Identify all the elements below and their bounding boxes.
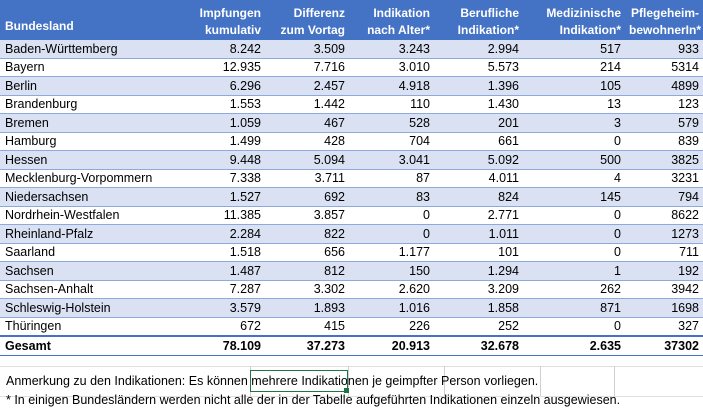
column-header (625, 0, 703, 40)
value-cell: 871 (523, 299, 625, 318)
value-cell: 1.499 (177, 132, 265, 151)
value-cell: 2.457 (265, 77, 349, 96)
total-value-cell: 78.109 (177, 336, 265, 355)
state-name-cell: Mecklenburg-Vorpommern (0, 169, 177, 188)
value-cell: 3.041 (349, 151, 434, 170)
total-value-cell: 2.635 (523, 336, 625, 355)
column-header-line: nach Alter* (367, 23, 430, 37)
value-cell: 2.284 (177, 225, 265, 244)
table-row (0, 58, 703, 77)
state-name-cell: Bayern (0, 58, 177, 77)
value-cell: 704 (349, 132, 434, 151)
value-cell: 824 (434, 188, 523, 207)
value-cell: 415 (265, 317, 349, 336)
value-cell: 812 (265, 262, 349, 281)
value-cell: 5.094 (265, 151, 349, 170)
value-cell: 4.011 (434, 169, 523, 188)
value-cell: 5.092 (434, 151, 523, 170)
total-value-cell: 32.678 (434, 336, 523, 355)
column-header (177, 0, 265, 40)
table-row (0, 132, 703, 151)
value-cell: 672 (177, 317, 265, 336)
value-cell: 3231 (625, 169, 703, 188)
value-cell: 83 (349, 188, 434, 207)
value-cell: 101 (434, 243, 523, 262)
value-cell: 3825 (625, 151, 703, 170)
value-cell: 3.579 (177, 299, 265, 318)
value-cell: 692 (265, 188, 349, 207)
column-header-line: kumulativ (204, 23, 261, 37)
value-cell: 0 (523, 206, 625, 225)
column-header-line: bewohnerIn* (629, 23, 702, 37)
value-cell: 528 (349, 114, 434, 133)
value-cell: 262 (523, 280, 625, 299)
total-value-cell: 20.913 (349, 336, 434, 355)
value-cell: 0 (523, 225, 625, 244)
value-cell: 711 (625, 243, 703, 262)
value-cell: 2.620 (349, 280, 434, 299)
value-cell: 822 (265, 225, 349, 244)
value-cell: 1.396 (434, 77, 523, 96)
value-cell: 0 (523, 132, 625, 151)
state-name-cell: Baden-Württemberg (0, 40, 177, 58)
table-row (0, 299, 703, 318)
table-row (0, 40, 703, 58)
value-cell: 0 (349, 206, 434, 225)
value-cell: 1.430 (434, 95, 523, 114)
state-name-cell: Sachsen-Anhalt (0, 280, 177, 299)
table-row (0, 151, 703, 170)
value-cell: 123 (625, 95, 703, 114)
value-cell: 192 (625, 262, 703, 281)
total-label-cell: Gesamt (0, 336, 177, 355)
value-cell: 150 (349, 262, 434, 281)
value-cell: 13 (523, 95, 625, 114)
state-name-cell: Niedersachsen (0, 188, 177, 207)
state-name-cell: Sachsen (0, 262, 177, 281)
value-cell: 656 (265, 243, 349, 262)
column-header-line: Differenz (293, 6, 345, 20)
value-cell: 1 (523, 262, 625, 281)
value-cell: 214 (523, 58, 625, 77)
table-body (0, 40, 703, 355)
table-row (0, 114, 703, 133)
total-value-cell: 37302 (625, 336, 703, 355)
value-cell: 8.242 (177, 40, 265, 58)
value-cell: 3.711 (265, 169, 349, 188)
value-cell: 8622 (625, 206, 703, 225)
value-cell: 1.059 (177, 114, 265, 133)
value-cell: 145 (523, 188, 625, 207)
state-name-cell: Brandenburg (0, 95, 177, 114)
table-row (0, 206, 703, 225)
table-row (0, 280, 703, 299)
value-cell: 1.858 (434, 299, 523, 318)
state-name-cell: Nordrhein-Westfalen (0, 206, 177, 225)
value-cell: 933 (625, 40, 703, 58)
table-row (0, 169, 703, 188)
table-row (0, 225, 703, 244)
table-row (0, 77, 703, 96)
value-cell: 12.935 (177, 58, 265, 77)
state-name-cell: Rheinland-Pfalz (0, 225, 177, 244)
state-name-cell: Thüringen (0, 317, 177, 336)
value-cell: 428 (265, 132, 349, 151)
value-cell: 3.243 (349, 40, 434, 58)
value-cell: 1.893 (265, 299, 349, 318)
value-cell: 1.527 (177, 188, 265, 207)
column-header-line: Indikation (373, 6, 430, 20)
value-cell: 467 (265, 114, 349, 133)
value-cell: 579 (625, 114, 703, 133)
value-cell: 1.487 (177, 262, 265, 281)
state-name-cell: Hessen (0, 151, 177, 170)
value-cell: 839 (625, 132, 703, 151)
value-cell: 252 (434, 317, 523, 336)
value-cell: 794 (625, 188, 703, 207)
table-row (0, 262, 703, 281)
table-row (0, 317, 703, 336)
fill-handle[interactable] (344, 388, 349, 393)
note-indications: Anmerkung zu den Indikationen: Es können mehrere Indikationen je geimpfter Person vorliegen. (6, 374, 539, 388)
value-cell: 9.448 (177, 151, 265, 170)
state-name-cell: Hamburg (0, 132, 177, 151)
value-cell: 7.287 (177, 280, 265, 299)
column-header (523, 0, 625, 40)
value-cell: 1.294 (434, 262, 523, 281)
table-row (0, 243, 703, 262)
value-cell: 3.857 (265, 206, 349, 225)
total-row (0, 336, 703, 355)
value-cell: 3 (523, 114, 625, 133)
value-cell: 5314 (625, 58, 703, 77)
header-row (0, 0, 703, 40)
value-cell: 110 (349, 95, 434, 114)
state-name-cell: Bremen (0, 114, 177, 133)
value-cell: 1.442 (265, 95, 349, 114)
value-cell: 5.573 (434, 58, 523, 77)
value-cell: 226 (349, 317, 434, 336)
value-cell: 201 (434, 114, 523, 133)
value-cell: 105 (523, 77, 625, 96)
value-cell: 7.716 (265, 58, 349, 77)
value-cell: 3.209 (434, 280, 523, 299)
note-footnote: * In einigen Bundesländern werden nicht alle der in der Tabelle aufgeführten Indikationen einzeln ausgewiesen. (6, 393, 621, 407)
column-header (349, 0, 434, 40)
value-cell: 1.553 (177, 95, 265, 114)
value-cell: 0 (349, 225, 434, 244)
value-cell: 517 (523, 40, 625, 58)
state-name-cell: Berlin (0, 77, 177, 96)
value-cell: 4.918 (349, 77, 434, 96)
value-cell: 1.016 (349, 299, 434, 318)
value-cell: 7.338 (177, 169, 265, 188)
column-header-line: Medizinische (546, 6, 621, 20)
column-header-line: Impfungen (199, 6, 261, 20)
column-header (265, 0, 349, 40)
value-cell: 0 (523, 317, 625, 336)
value-cell: 1273 (625, 225, 703, 244)
total-value-cell: 37.273 (265, 336, 349, 355)
notes (0, 366, 703, 412)
value-cell: 4 (523, 169, 625, 188)
value-cell: 327 (625, 317, 703, 336)
table-row (0, 95, 703, 114)
value-cell: 3.509 (265, 40, 349, 58)
column-header-line: Indikation* (457, 23, 519, 37)
column-header-line: Indikation* (559, 23, 621, 37)
value-cell: 2.771 (434, 206, 523, 225)
value-cell: 1.518 (177, 243, 265, 262)
column-header-line: Berufliche (460, 6, 519, 20)
value-cell: 1.177 (349, 243, 434, 262)
column-header-line: Pflegeheim- (630, 6, 699, 20)
column-header (0, 0, 177, 40)
value-cell: 500 (523, 151, 625, 170)
state-name-cell: Saarland (0, 243, 177, 262)
value-cell: 3942 (625, 280, 703, 299)
value-cell: 2.994 (434, 40, 523, 58)
selected-cell[interactable] (250, 370, 348, 392)
value-cell: 1698 (625, 299, 703, 318)
value-cell: 3.010 (349, 58, 434, 77)
value-cell: 3.302 (265, 280, 349, 299)
table-row (0, 188, 703, 207)
column-header-line: zum Vortag (280, 23, 345, 37)
value-cell: 1.011 (434, 225, 523, 244)
value-cell: 87 (349, 169, 434, 188)
value-cell: 661 (434, 132, 523, 151)
value-cell: 6.296 (177, 77, 265, 96)
state-name-cell: Schleswig-Holstein (0, 299, 177, 318)
value-cell: 0 (523, 243, 625, 262)
column-header (434, 0, 523, 40)
value-cell: 11.385 (177, 206, 265, 225)
column-header-line: Bundesland (5, 19, 74, 33)
value-cell: 4899 (625, 77, 703, 96)
